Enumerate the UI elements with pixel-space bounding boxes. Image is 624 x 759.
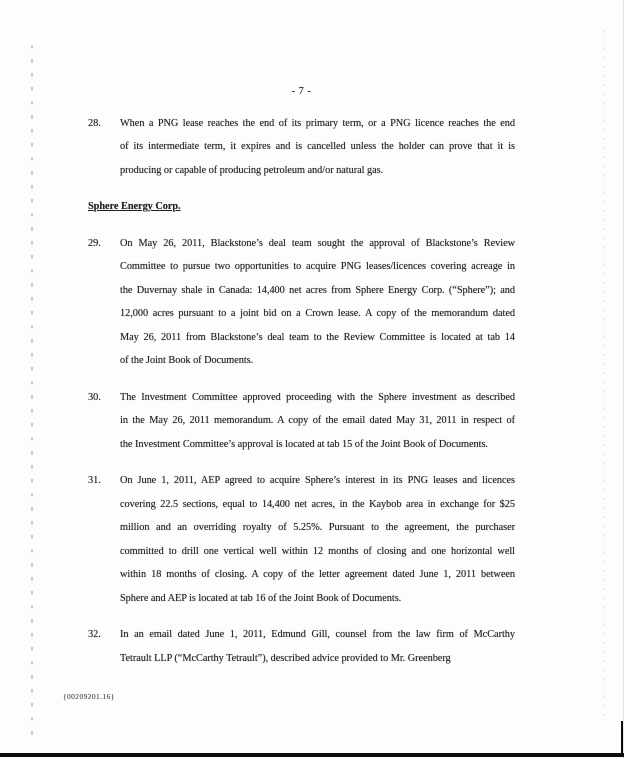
numbered-paragraph — [88, 386, 515, 457]
numbered-paragraph — [88, 469, 515, 610]
numbered-paragraph — [88, 623, 515, 670]
text-line: the Investment Committee’s approval is located at tab 15 of the Joint Book of Documents. — [120, 438, 488, 450]
text-line: in the May 26, 2011 memorandum. A copy of the email dated May 31, 2011 in respect of — [120, 415, 515, 426]
numbered-paragraph — [88, 232, 515, 373]
scan-fold-line-right — [604, 30, 605, 719]
paragraph-number: 30. — [88, 391, 101, 403]
text-line: The Investment Committee approved proceeding with the Sphere investment as described — [120, 391, 515, 403]
paragraph-text — [120, 232, 515, 373]
paragraph-number: 32. — [88, 629, 101, 640]
text-line: On May 26, 2011, Blackstone’s deal team sought the approval of Blackstone’s Review — [120, 237, 515, 249]
text-line: the Duvernay shale in Canada: 14,400 net acres from Sphere Energy Corp. (“Sphere”); and — [120, 284, 515, 296]
text-line: In an email dated June 1, 2011, Edmund Gill, counsel from the law firm of McCarthy — [120, 629, 515, 640]
paragraph-number: 28. — [88, 117, 101, 129]
document-body — [88, 80, 515, 683]
text-line: Committee to pursue two opportunities to acquire PNG leases/licences covering acreage in — [120, 261, 515, 272]
paragraph-text — [120, 112, 515, 183]
text-line: Tetrault LLP (“McCarthy Tetrault”), described advice provided to Mr. Greenberg — [120, 652, 451, 664]
numbered-paragraph — [88, 112, 515, 183]
paragraph-text — [120, 623, 515, 670]
paragraph-text — [120, 386, 515, 457]
paragraph-list — [88, 112, 515, 671]
paragraph-text — [120, 469, 515, 610]
scan-edge-right-black — [621, 721, 623, 757]
text-line: million and an overriding royalty of 5.25%. Pursuant to the agreement, the purchaser — [120, 522, 515, 533]
page-number: - 7 - — [291, 86, 312, 97]
document-id-footer: {00209201.16} — [63, 692, 115, 701]
section-heading: Sphere Energy Corp. — [88, 201, 181, 212]
paragraph-number: 29. — [88, 237, 101, 249]
text-line: On June 1, 2011, AEP agreed to acquire Sphere’s interest in its PNG leases and licences — [120, 475, 515, 486]
text-line: committed to drill one vertical well within 12 months of closing and one horizontal well — [120, 545, 515, 557]
text-line: Sphere and AEP is located at tab 16 of the Joint Book of Documents. — [120, 592, 402, 604]
scan-fold-line-left — [31, 45, 33, 744]
text-line: covering 22.5 sections, equal to 14,400 net acres, in the Kaybob area in exchange for $25 — [120, 498, 515, 510]
text-line: May 26, 2011 from Blackstone’s deal team to the Review Committee is located at tab 14 — [120, 331, 515, 343]
text-line: within 18 months of closing. A copy of the letter agreement dated June 1, 2011 between — [120, 569, 515, 580]
text-line: of the Joint Book of Documents. — [120, 355, 254, 366]
text-line: of its intermediate term, it expires and is cancelled unless the holder can prove that it is — [120, 141, 515, 152]
text-line: 12,000 acres pursuant to a joint bid on a Crown lease. A copy of the memorandum dated — [120, 308, 515, 319]
scan-edge-bottom-black — [0, 753, 624, 757]
text-line: producing or capable of producing petroleum and/or natural gas. — [120, 164, 384, 176]
text-line: When a PNG lease reaches the end of its primary term, or a PNG licence reaches the end — [120, 117, 515, 129]
paragraph-number: 31. — [88, 475, 101, 486]
